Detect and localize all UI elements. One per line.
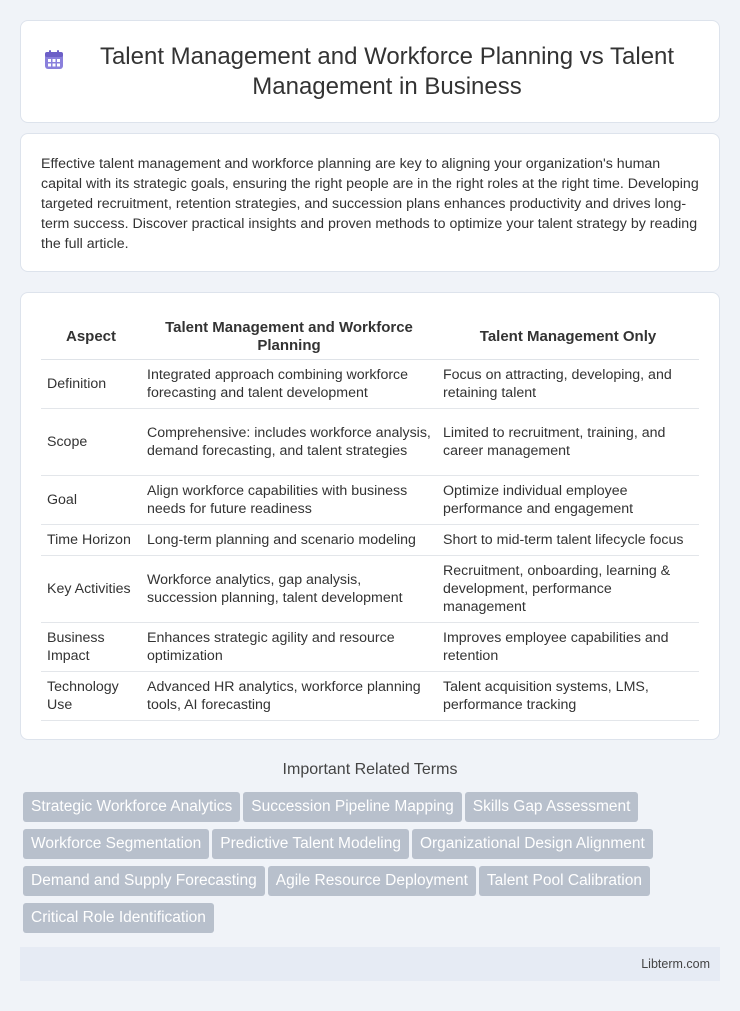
footer: [20, 947, 720, 981]
table-row: [41, 476, 699, 525]
tm-only-cell: Talent acquisition systems, LMS, performance tracking: [437, 672, 699, 721]
aspect-cell: Time Horizon: [41, 525, 141, 556]
related-term-tag[interactable]: Succession Pipeline Mapping: [243, 792, 461, 822]
title-wrap: [43, 42, 697, 102]
aspect-cell: Technology Use: [41, 672, 141, 721]
related-term-tag[interactable]: Agile Resource Deployment: [268, 866, 476, 896]
tm-only-cell: Recruitment, onboarding, learning & development, performance management: [437, 556, 699, 623]
tm-only-cell: Short to mid-term talent lifecycle focus: [437, 525, 699, 556]
aspect-cell: Business Impact: [41, 623, 141, 672]
tm-only-cell: Limited to recruitment, training, and career management: [437, 409, 699, 476]
related-term-tag[interactable]: Workforce Segmentation: [23, 829, 209, 859]
calendar-grid-icon: [43, 49, 65, 71]
table-row: [41, 623, 699, 672]
page-title: Talent Management and Workforce Planning vs Talent Management in Business: [99, 42, 675, 100]
table-row: [41, 525, 699, 556]
tm-only-cell: Optimize individual employee performance and engagement: [437, 476, 699, 525]
aspect-cell: Goal: [41, 476, 141, 525]
intro-paragraph: Effective talent management and workforce planning are key to aligning your organization's human capital with its strategic goals, ensuring the right people are in the right roles at the right time. Developing targeted recruitment, retention strategies, and succession plans enhances productivity and drives long-term success. Discover practical insights and proven methods to optimize your talent strategy by reading the full article.: [41, 156, 699, 252]
footer-site-link[interactable]: Libterm.com: [641, 957, 710, 971]
intro-card: [20, 133, 720, 272]
aspect-cell: Definition: [41, 360, 141, 409]
tm-only-cell: Focus on attracting, developing, and retaining talent: [437, 360, 699, 409]
related-terms-heading: Important Related Terms: [282, 761, 458, 778]
related-terms-list: [20, 792, 720, 940]
header-tm-only: Talent Management Only: [437, 313, 699, 360]
related-term-tag[interactable]: Organizational Design Alignment: [412, 829, 653, 859]
related-term-tag[interactable]: Strategic Workforce Analytics: [23, 792, 240, 822]
title-card: [20, 20, 720, 123]
tm-only-cell: Improves employee capabilities and retention: [437, 623, 699, 672]
table-row: [41, 360, 699, 409]
tm-wfp-cell: Advanced HR analytics, workforce planning tools, AI forecasting: [141, 672, 437, 721]
tm-wfp-cell: Long-term planning and scenario modeling: [141, 525, 437, 556]
related-term-tag[interactable]: Critical Role Identification: [23, 903, 214, 933]
comparison-card: [20, 292, 720, 740]
tm-wfp-cell: Align workforce capabilities with business needs for future readiness: [141, 476, 437, 525]
header-aspect: Aspect: [41, 313, 141, 360]
table-header-row: [41, 313, 699, 360]
related-term-tag[interactable]: Predictive Talent Modeling: [212, 829, 409, 859]
table-row: [41, 672, 699, 721]
aspect-cell: Key Activities: [41, 556, 141, 623]
table-row: [41, 409, 699, 476]
tm-wfp-cell: Integrated approach combining workforce forecasting and talent development: [141, 360, 437, 409]
aspect-cell: Scope: [41, 409, 141, 476]
related-term-tag[interactable]: Demand and Supply Forecasting: [23, 866, 265, 896]
comparison-table: [41, 313, 699, 721]
related-term-tag[interactable]: Skills Gap Assessment: [465, 792, 639, 822]
related-term-tag[interactable]: Talent Pool Calibration: [479, 866, 650, 896]
tm-wfp-cell: Workforce analytics, gap analysis, succession planning, talent development: [141, 556, 437, 623]
header-tm-wfp: Talent Management and Workforce Planning: [141, 313, 437, 360]
tm-wfp-cell: Comprehensive: includes workforce analysis, demand forecasting, and talent strategies: [141, 409, 437, 476]
tm-wfp-cell: Enhances strategic agility and resource optimization: [141, 623, 437, 672]
table-row: [41, 556, 699, 623]
